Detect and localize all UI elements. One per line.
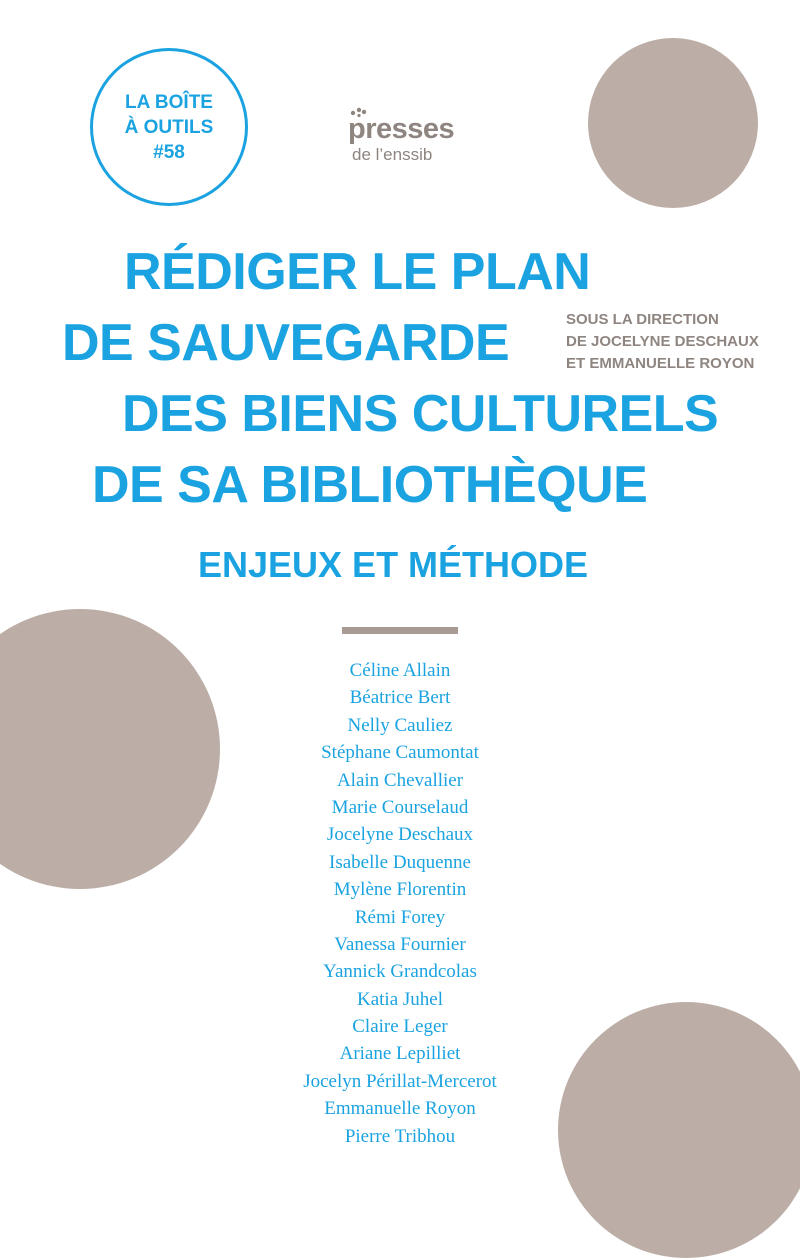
decorative-circle-top-right (588, 38, 758, 208)
contributor-name: Isabelle Duquenne (329, 851, 471, 873)
series-badge-line-3: #58 (153, 141, 185, 163)
contributor-name: Stéphane Caumontat (321, 742, 479, 764)
title-line-3: DES BIENS CULTURELS (122, 385, 719, 443)
contributor-name: Rémi Forey (354, 906, 446, 928)
contributor-name: Béatrice Bert (349, 687, 451, 709)
publisher-name: presses (348, 113, 455, 145)
contributor-name: Céline Allain (349, 660, 451, 681)
direction-line-3: ET EMMANUELLE ROYON (566, 355, 755, 372)
contributor-name: Pierre Tribhou (344, 1125, 456, 1147)
contributor-name: Jocelyn Périllat-Mercerot (303, 1070, 497, 1092)
contributor-name: Claire Leger (352, 1016, 448, 1038)
contributor-name: Alain Chevallier (336, 769, 464, 791)
editorial-direction (566, 309, 766, 375)
contributor-name: Jocelyne Deschaux (326, 824, 474, 846)
title-line-4: DE SA BIBLIOTHÈQUE (92, 456, 648, 514)
series-badge-line-2: À OUTILS (124, 116, 214, 138)
contributor-name: Marie Courselaud (331, 796, 469, 818)
publisher-subline: de l’enssib (352, 145, 433, 164)
decorative-circle-left (0, 609, 220, 889)
contributor-name: Mylène Florentin (333, 879, 467, 901)
contributor-name: Nelly Cauliez (347, 714, 453, 736)
contributor-name: Vanessa Fournier (334, 933, 466, 955)
contributors-list (200, 657, 600, 1150)
contributor-name: Ariane Lepilliet (339, 1043, 461, 1065)
direction-line-2: DE JOCELYNE DESCHAUX (566, 333, 759, 350)
contributor-name: Katia Juhel (356, 988, 443, 1010)
publisher-logo (342, 104, 462, 168)
series-badge-line-1: LA BOÎTE (125, 91, 213, 113)
subtitle: ENJEUX ET MÉTHODE (198, 544, 589, 585)
separator-bar (342, 627, 458, 634)
contributor-name: Emmanuelle Royon (324, 1098, 476, 1120)
contributor-name: Yannick Grandcolas (323, 961, 477, 983)
title-line-1: RÉDIGER LE PLAN (124, 243, 591, 301)
series-badge (90, 48, 248, 206)
direction-line-1: SOUS LA DIRECTION (566, 311, 719, 328)
title-line-2: DE SAUVEGARDE (62, 314, 510, 372)
